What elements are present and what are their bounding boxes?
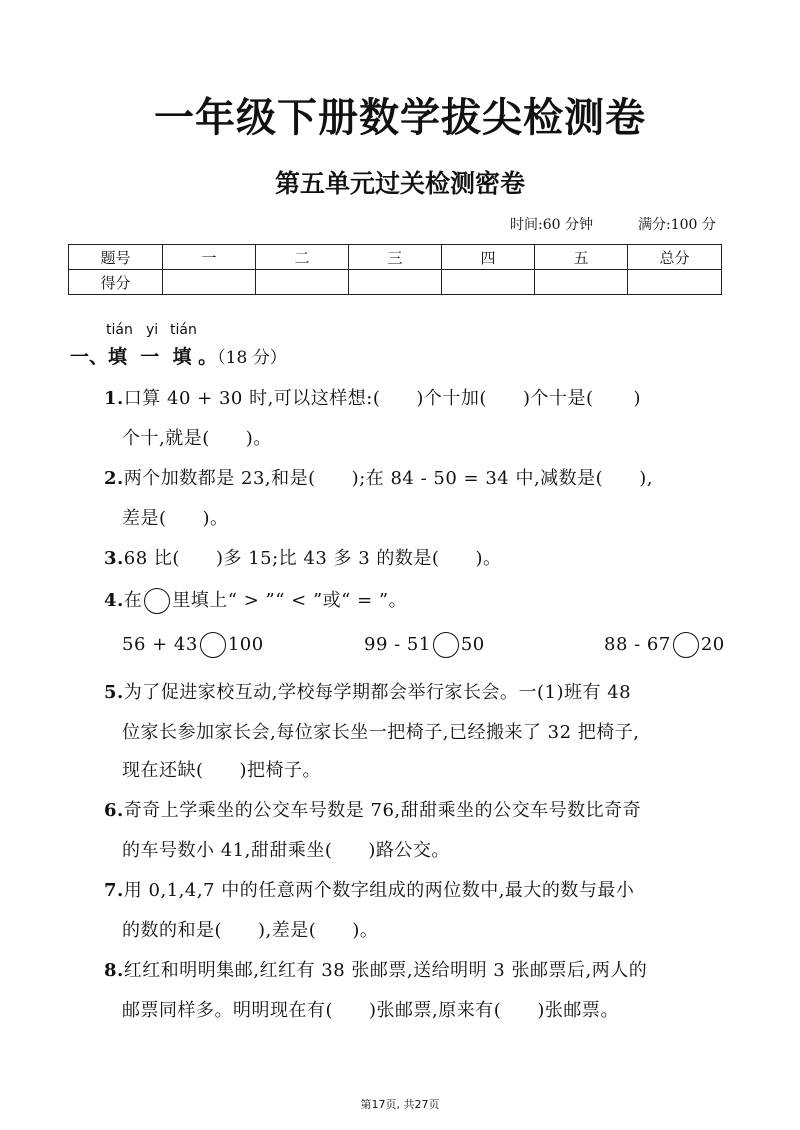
exam-full-score: 满分:100 分 [638,217,716,233]
page-title: 一年级下册数学拔尖检测卷 [154,95,646,141]
question-text: 红红和明明集邮,红红有 38 张邮票,送给明明 3 张邮票后,两人的 [123,960,648,981]
score-entry-cell[interactable] [535,270,628,295]
score-table-cell: 五 [535,245,628,270]
comparison-circle[interactable] [673,632,699,658]
question-text: )多 15;比 43 多 3 的数是( [215,548,440,569]
section-title-end: 。 [198,346,218,368]
question-text: 在 [123,590,143,611]
question-6-line-1 [104,796,641,822]
page-subtitle: 第五单元过关检测密卷 [274,169,525,198]
pinyin: tián [170,322,197,338]
question-text: 个十,就是( [122,428,210,449]
question-text: )路公交。 [368,840,450,861]
question-text: )个十是( [522,388,594,409]
score-table-cell: 一 [163,245,256,270]
question-text: ) [633,388,642,409]
question-number: 7. [104,880,124,901]
question-text: )。 [475,548,502,569]
comparison-item [604,632,725,658]
question-text: )。 [352,920,379,941]
question-text: 68 比( [123,548,180,569]
question-text: )个十加( [416,388,487,409]
question-1-line-2 [122,424,272,450]
question-4-line-1 [104,586,407,614]
question-text: )张邮票。 [537,1000,619,1021]
exam-time: 时间:60 分钟 [510,217,593,233]
question-text: 用 0,1,4,7 中的任意两个数字组成的两位数中,最大的数与最小 [123,880,635,901]
score-table-cell: 得分 [69,270,163,295]
pinyin: yi [146,322,159,338]
question-5-line-3 [122,756,321,782]
question-text: ), [639,468,653,489]
question-text: 里填上“ > ”“ < ”或“ = ”。 [172,590,408,611]
comparison-right: 20 [700,634,725,655]
score-table-cell: 题号 [69,245,163,270]
score-entry-cell[interactable] [628,270,722,295]
question-8-line-1 [104,956,647,982]
question-5-line-2 [122,718,640,744]
comparison-circle[interactable] [200,632,226,658]
page-number: 第17页, 共27页 [360,1098,440,1111]
comparison-item [364,632,485,658]
question-text: 口算 40 + 30 时,可以这样想:( [123,388,381,409]
question-text: 位家长参加家长会,每位家长坐一把椅子,已经搬来了 32 把椅子, [122,722,640,743]
section-title-char: 填 [172,346,192,368]
question-1-line-1 [104,384,641,410]
question-number: 5. [104,682,124,703]
score-table-header-row [69,245,722,270]
question-7-line-2 [122,916,378,942]
question-number: 3. [104,548,124,569]
score-entry-cell[interactable] [442,270,535,295]
question-3-line-1 [104,544,501,570]
question-text: )。 [202,508,229,529]
comparison-left: 56 + 43 [122,634,198,655]
question-text: 现在还缺( [122,760,204,781]
score-table-cell: 总分 [628,245,722,270]
question-8-line-2 [122,996,619,1022]
question-number: 4. [104,590,124,611]
score-entry-cell[interactable] [349,270,442,295]
question-2-line-1 [104,464,653,490]
question-text: )。 [245,428,272,449]
comparison-item [122,632,264,658]
comparison-circle[interactable] [433,632,459,658]
score-entry-cell[interactable] [163,270,256,295]
question-text: 两个加数都是 23,和是( [123,468,316,489]
score-table [68,244,722,295]
question-text: 的数的和是( [122,920,223,941]
circle-icon [144,588,170,614]
score-table-cell: 四 [442,245,535,270]
section-heading [70,342,287,369]
score-table-cell: 三 [349,245,442,270]
score-table-score-row [69,270,722,295]
score-entry-cell[interactable] [256,270,349,295]
question-text: 奇奇上学乘坐的公交车号数是 76,甜甜乘坐的公交车号数比奇奇 [123,800,642,821]
pinyin: tián [106,322,133,338]
comparison-left: 88 - 67 [604,634,671,655]
question-text: )把椅子。 [239,760,322,781]
question-text: 邮票同样多。明明现在有( [122,1000,334,1021]
question-text: 为了促进家校互动,学校每学期都会举行家长会。一(1)班有 48 [123,682,632,703]
question-number: 2. [104,468,124,489]
comparison-left: 99 - 51 [364,634,431,655]
question-number: 6. [104,800,124,821]
question-7-line-1 [104,876,634,902]
question-6-line-2 [122,836,450,862]
section-title-char: 填 [108,346,128,368]
question-number: 8. [104,960,124,981]
question-5-line-1 [104,678,631,704]
question-text: 差是( [122,508,167,529]
question-text: ),差是( [258,920,317,941]
question-text: );在 84 - 50 = 34 中,减数是( [351,468,604,489]
section-title-char: 一 [140,346,160,368]
comparison-right: 50 [460,634,485,655]
score-table-cell: 二 [256,245,349,270]
question-number: 1. [104,388,124,409]
question-text: 的车号数小 41,甜甜乘坐( [122,840,333,861]
question-2-line-2 [122,504,229,530]
question-text: )张邮票,原来有( [369,1000,502,1021]
section-number: 一、 [70,346,109,368]
comparison-right: 100 [227,634,264,655]
section-points: （18 分） [217,348,287,368]
